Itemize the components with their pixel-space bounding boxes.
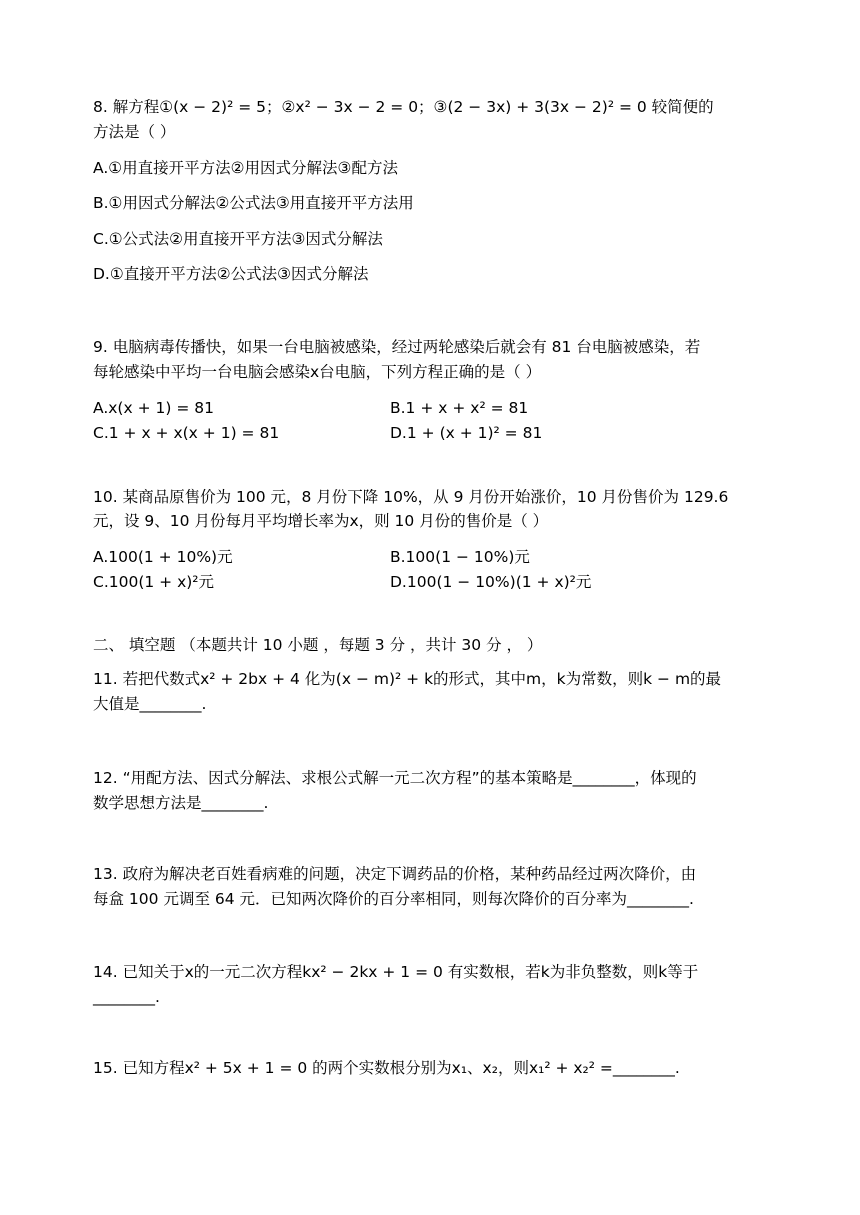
q9-option-b: B.1 + x + x² = 81	[390, 399, 529, 417]
q10-stem-line2: 元，设 9、10 月份每月平均增长率为x，则 10 月份的售价是（ ）	[93, 512, 549, 530]
q9-option-c: C.1 + x + x(x + 1) = 81	[93, 424, 280, 442]
q9-stem-line2: 每轮感染中平均一台电脑会感染x台电脑，下列方程正确的是（ ）	[93, 363, 542, 381]
q11-stem-line1: 11. 若把代数式x² + 2bx + 4 化为(x − m)² + k的形式，其中m，k为常数，则k − m的最	[93, 670, 722, 688]
q9-option-a: A.x(x + 1) = 81	[93, 399, 214, 417]
q10-option-d: D.100(1 − 10%)(1 + x)²元	[390, 573, 592, 591]
q13-stem-line2: 每盒 100 元调至 64 元．已知两次降价的百分率相同，则每次降价的百分率为________.	[93, 890, 694, 908]
q10-stem-line1: 10. 某商品原售价为 100 元，8 月份下降 10%，从 9 月份开始涨价，10 月份售价为 129.6	[93, 488, 729, 506]
q9-stem-line1: 9. 电脑病毒传播快，如果一台电脑被感染，经过两轮感染后就会有 81 台电脑被感染，若	[93, 338, 701, 356]
q8-option-b: B.①用因式分解法②公式法③用直接开平方法用	[93, 194, 414, 212]
q9-option-d: D.1 + (x + 1)² = 81	[390, 424, 543, 442]
q10-option-a: A.100(1 + 10%)元	[93, 548, 233, 566]
q8-option-d: D.①直接开平方法②公式法③因式分解法	[93, 265, 369, 283]
q12-stem-line1: 12. “用配方法、因式分解法、求根公式解一元二次方程”的基本策略是________，体现的	[93, 769, 697, 787]
q8-option-a: A.①用直接开平方法②用因式分解法③配方法	[93, 159, 398, 177]
q14-stem-line2: ________.	[93, 988, 160, 1006]
q12-stem-line2: 数学思想方法是________.	[93, 794, 269, 812]
q8-stem-line1: 8. 解方程①(x − 2)² = 5；②x² − 3x − 2 = 0；③(2 − 3x) + 3(3x − 2)² = 0 较简便的	[93, 98, 714, 116]
q15-stem-line1: 15. 已知方程x² + 5x + 1 = 0 的两个实数根分别为x₁、x₂，则x₁² + x₂² =________.	[93, 1059, 680, 1077]
q8-stem-line2: 方法是（ ）	[93, 123, 176, 141]
q10-option-c: C.100(1 + x)²元	[93, 573, 215, 591]
q13-stem-line1: 13. 政府为解决老百姓看病难的问题，决定下调药品的价格，某种药品经过两次降价，由	[93, 865, 697, 883]
q11-stem-line2: 大值是________.	[93, 695, 207, 713]
section-heading-fill-in: 二、 填空题 （本题共计 10 小题 ，每题 3 分 ，共计 30 分 ， ）	[93, 636, 543, 654]
q14-stem-line1: 14. 已知关于x的一元二次方程kx² − 2kx + 1 = 0 有实数根，若k为非负整数，则k等于	[93, 963, 699, 981]
q10-option-b: B.100(1 − 10%)元	[390, 548, 530, 566]
q8-option-c: C.①公式法②用直接开平方法③因式分解法	[93, 230, 383, 248]
